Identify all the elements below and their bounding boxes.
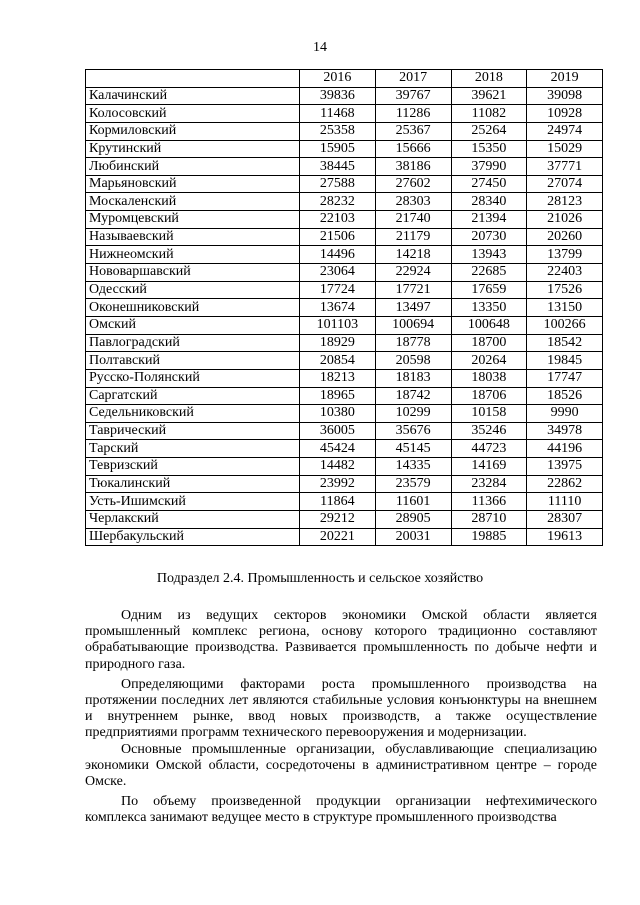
value-cell: 39836: [300, 87, 376, 105]
value-cell: 20264: [451, 352, 527, 370]
district-name-cell: Калачинский: [86, 87, 300, 105]
value-cell: 22103: [300, 211, 376, 229]
value-cell: 45145: [375, 440, 451, 458]
value-cell: 21179: [375, 228, 451, 246]
value-cell: 21740: [375, 211, 451, 229]
district-name-cell: Омский: [86, 316, 300, 334]
value-cell: 11366: [451, 493, 527, 511]
district-name-cell: Любинский: [86, 158, 300, 176]
district-name-cell: Черлакский: [86, 511, 300, 529]
value-cell: 15905: [300, 140, 376, 158]
year-header: 2018: [451, 70, 527, 88]
value-cell: 11286: [375, 105, 451, 123]
table-row: [86, 87, 603, 105]
value-cell: 13674: [300, 299, 376, 317]
value-cell: 35676: [375, 422, 451, 440]
value-cell: 17724: [300, 281, 376, 299]
value-cell: 20730: [451, 228, 527, 246]
value-cell: 13497: [375, 299, 451, 317]
district-name-cell: Крутинский: [86, 140, 300, 158]
table-row: [86, 264, 603, 282]
value-cell: 11864: [300, 493, 376, 511]
value-cell: 45424: [300, 440, 376, 458]
value-cell: 21026: [527, 211, 603, 229]
value-cell: 11082: [451, 105, 527, 123]
table-row: [86, 211, 603, 229]
district-name-cell: Полтавский: [86, 352, 300, 370]
value-cell: 11601: [375, 493, 451, 511]
value-cell: 39621: [451, 87, 527, 105]
value-cell: 22685: [451, 264, 527, 282]
value-cell: 13799: [527, 246, 603, 264]
value-cell: 44196: [527, 440, 603, 458]
value-cell: 28340: [451, 193, 527, 211]
value-cell: 20260: [527, 228, 603, 246]
district-name-cell: Москаленский: [86, 193, 300, 211]
value-cell: 34978: [527, 422, 603, 440]
value-cell: 28123: [527, 193, 603, 211]
district-name-cell: Саргатский: [86, 387, 300, 405]
value-cell: 18700: [451, 334, 527, 352]
district-name-cell: Усть-Ишимский: [86, 493, 300, 511]
value-cell: 38445: [300, 158, 376, 176]
value-cell: 23284: [451, 475, 527, 493]
value-cell: 17526: [527, 281, 603, 299]
table-row: [86, 122, 603, 140]
district-name-cell: Седельниковский: [86, 405, 300, 423]
value-cell: 11110: [527, 493, 603, 511]
table-row: [86, 281, 603, 299]
table-row: [86, 228, 603, 246]
year-header: 2016: [300, 70, 376, 88]
value-cell: 18706: [451, 387, 527, 405]
district-name-cell: Муромцевский: [86, 211, 300, 229]
value-cell: 14335: [375, 458, 451, 476]
value-cell: 20221: [300, 528, 376, 546]
value-cell: 101103: [300, 316, 376, 334]
value-cell: 38186: [375, 158, 451, 176]
value-cell: 13150: [527, 299, 603, 317]
value-cell: 35246: [451, 422, 527, 440]
value-cell: 15350: [451, 140, 527, 158]
value-cell: 18742: [375, 387, 451, 405]
value-cell: 14482: [300, 458, 376, 476]
district-name-cell: Тевризский: [86, 458, 300, 476]
table-row: [86, 387, 603, 405]
value-cell: 39098: [527, 87, 603, 105]
value-cell: 20854: [300, 352, 376, 370]
body-text: [85, 608, 597, 827]
value-cell: 9990: [527, 405, 603, 423]
district-name-cell: Шербакульский: [86, 528, 300, 546]
value-cell: 100694: [375, 316, 451, 334]
value-cell: 18778: [375, 334, 451, 352]
value-cell: 29212: [300, 511, 376, 529]
table-row: [86, 158, 603, 176]
value-cell: 13350: [451, 299, 527, 317]
table-row: [86, 193, 603, 211]
table-row: [86, 528, 603, 546]
value-cell: 14218: [375, 246, 451, 264]
table-row: [86, 458, 603, 476]
value-cell: 10380: [300, 405, 376, 423]
page-number: 14: [313, 40, 327, 55]
district-name-cell: Оконешниковский: [86, 299, 300, 317]
value-cell: 28303: [375, 193, 451, 211]
section-title: Подраздел 2.4. Промышленность и сельское хозяйство: [156, 571, 484, 586]
value-cell: 10299: [375, 405, 451, 423]
value-cell: 27602: [375, 175, 451, 193]
value-cell: 18965: [300, 387, 376, 405]
district-name-cell: Марьяновский: [86, 175, 300, 193]
value-cell: 18213: [300, 369, 376, 387]
header-blank-cell: [86, 70, 300, 88]
table-row: [86, 493, 603, 511]
value-cell: 13943: [451, 246, 527, 264]
value-cell: 17721: [375, 281, 451, 299]
value-cell: 28710: [451, 511, 527, 529]
district-name-cell: Русско-Полянский: [86, 369, 300, 387]
paragraph: По объему произведенной продукции организации нефтехимического комплекса занимают ведущее место в структуре промышленного производства: [85, 794, 597, 826]
year-header: 2017: [375, 70, 451, 88]
value-cell: 18038: [451, 369, 527, 387]
value-cell: 21506: [300, 228, 376, 246]
value-cell: 20598: [375, 352, 451, 370]
table-row: [86, 511, 603, 529]
value-cell: 23579: [375, 475, 451, 493]
paragraph: Основные промышленные организации, обуславливающие специализацию экономики Омской области, сосредоточены в административном центре – городе Омске.: [85, 741, 597, 790]
value-cell: 14496: [300, 246, 376, 264]
paragraph: Одним из ведущих секторов экономики Омской области является промышленный комплекс региона, основу которого традиционно составляют обрабатывающие производства. Развивается промышленность по добыче нефти и природного газа.: [85, 608, 597, 672]
year-header: 2019: [527, 70, 603, 88]
value-cell: 22403: [527, 264, 603, 282]
value-cell: 13975: [527, 458, 603, 476]
value-cell: 37771: [527, 158, 603, 176]
value-cell: 27074: [527, 175, 603, 193]
table-row: [86, 175, 603, 193]
value-cell: 17659: [451, 281, 527, 299]
district-name-cell: Кормиловский: [86, 122, 300, 140]
value-cell: 21394: [451, 211, 527, 229]
value-cell: 36005: [300, 422, 376, 440]
value-cell: 19845: [527, 352, 603, 370]
value-cell: 24974: [527, 122, 603, 140]
value-cell: 28232: [300, 193, 376, 211]
district-name-cell: Нововаршавский: [86, 264, 300, 282]
table-row: [86, 422, 603, 440]
value-cell: 10158: [451, 405, 527, 423]
value-cell: 100648: [451, 316, 527, 334]
district-name-cell: Одесский: [86, 281, 300, 299]
value-cell: 17747: [527, 369, 603, 387]
district-name-cell: Таврический: [86, 422, 300, 440]
value-cell: 27588: [300, 175, 376, 193]
value-cell: 18526: [527, 387, 603, 405]
value-cell: 23064: [300, 264, 376, 282]
value-cell: 22862: [527, 475, 603, 493]
paragraph: Определяющими факторами роста промышленного производства на протяжении последних лет являются стабильные условия конъюнктуры на внешнем и внутреннем рынке, ввод новых производств, а также осуществление предприятиями программ технического перевооружения и модернизации.: [85, 676, 597, 741]
table-row: [86, 369, 603, 387]
district-population-table: [85, 69, 603, 546]
value-cell: 18929: [300, 334, 376, 352]
table-row: [86, 299, 603, 317]
table-row: [86, 140, 603, 158]
value-cell: 23992: [300, 475, 376, 493]
value-cell: 28905: [375, 511, 451, 529]
value-cell: 44723: [451, 440, 527, 458]
district-name-cell: Тюкалинский: [86, 475, 300, 493]
value-cell: 14169: [451, 458, 527, 476]
value-cell: 39767: [375, 87, 451, 105]
table-row: [86, 405, 603, 423]
value-cell: 11468: [300, 105, 376, 123]
table-row: [86, 475, 603, 493]
district-name-cell: Нижнеомский: [86, 246, 300, 264]
value-cell: 18542: [527, 334, 603, 352]
value-cell: 28307: [527, 511, 603, 529]
table-row: [86, 352, 603, 370]
value-cell: 25367: [375, 122, 451, 140]
value-cell: 20031: [375, 528, 451, 546]
value-cell: 19613: [527, 528, 603, 546]
value-cell: 19885: [451, 528, 527, 546]
value-cell: 22924: [375, 264, 451, 282]
table-row: [86, 316, 603, 334]
value-cell: 25264: [451, 122, 527, 140]
value-cell: 18183: [375, 369, 451, 387]
table-row: [86, 334, 603, 352]
table-row: [86, 440, 603, 458]
value-cell: 100266: [527, 316, 603, 334]
district-name-cell: Павлоградский: [86, 334, 300, 352]
table-row: [86, 246, 603, 264]
district-name-cell: Называевский: [86, 228, 300, 246]
value-cell: 25358: [300, 122, 376, 140]
district-name-cell: Колосовский: [86, 105, 300, 123]
table-header-row: [86, 70, 603, 88]
district-name-cell: Тарский: [86, 440, 300, 458]
value-cell: 15029: [527, 140, 603, 158]
table-row: [86, 105, 603, 123]
value-cell: 15666: [375, 140, 451, 158]
value-cell: 10928: [527, 105, 603, 123]
value-cell: 37990: [451, 158, 527, 176]
value-cell: 27450: [451, 175, 527, 193]
